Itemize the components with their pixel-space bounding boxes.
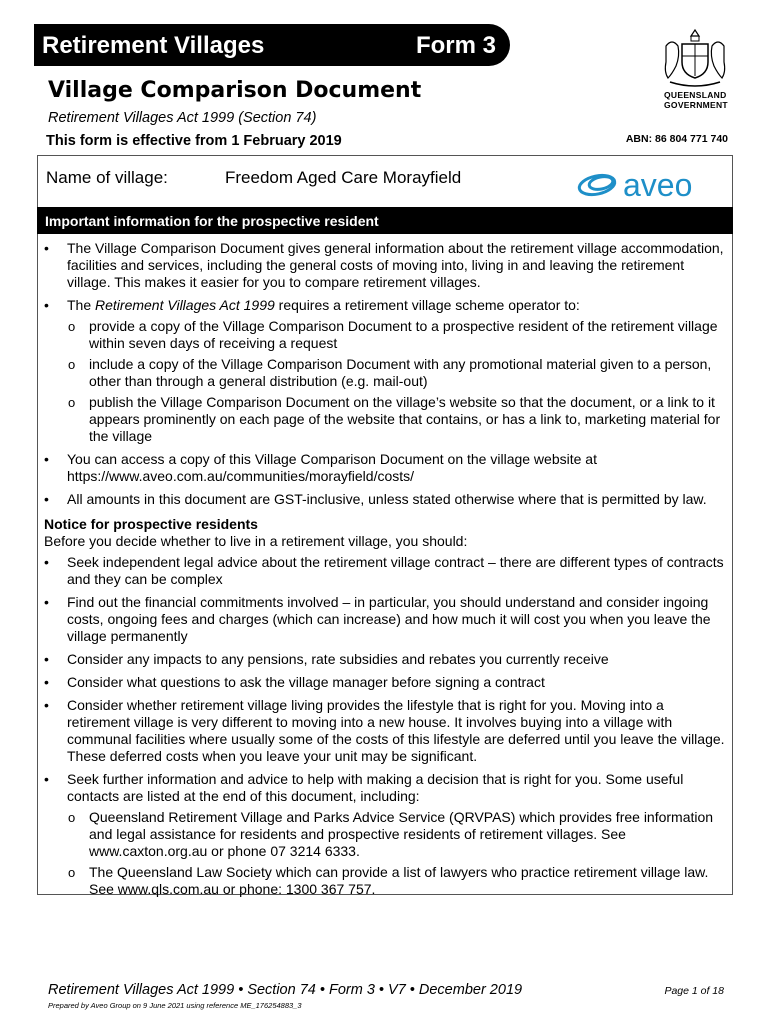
list-item: • Consider whether retirement village living provides the lifestyle that is right for you. Moving into a retirement village is very different to moving into a new house. It involves buying into a village with communal facilities where usually some of the costs of this lifestyle are deferred until you leave the village. These deferred costs when you leave your unit may be significant. xyxy=(44,697,726,765)
list-item: • Seek further information and advice to help with making a decision that is right for you. Some useful contacts are listed at the end of this document, including: o Queensland Retirement Village and Parks Advice Service (QRVPAS) which provides free information and legal assistance for residents and prospective residents of retirement villages. See www.caxton.org.au or phone 07 3214 6333. o The Queensland Law Society which can provide a list of lawyers who practice retirement village law. See www.qls.com.au or phone: 1300 367 757. xyxy=(44,771,726,898)
government-wordmark: QUEENSLAND GOVERNMENT xyxy=(664,90,728,110)
act-reference: Retirement Villages Act 1999 (Section 74) xyxy=(48,110,317,126)
form-banner xyxy=(34,24,510,66)
list-item: • The Retirement Villages Act 1999 requires a retirement village scheme operator to: o provide a copy of the Village Comparison Document to a prospective resident of the retirement village within seven days of receiving a request o include a copy of the Village Comparison Document with any promotional material given to a person, other than through a general distribution (e.g. mail-out) o publish the Village Comparison Document on the village’s website so that the document, or a link to it appears prominently on each page of the website that contains, or has a link to, marketing material for the village xyxy=(44,297,726,445)
village-name-value: Freedom Aged Care Morayfield xyxy=(225,168,462,187)
list-item: • Consider any impacts to any pensions, rate subsidies and rebates you currently receive xyxy=(44,651,726,668)
list-item: • You can access a copy of this Village Comparison Document on the village website at https://www.aveo.com.au/communities/morayfield/costs/ xyxy=(44,451,726,485)
list-item: o publish the Village Comparison Document on the village’s website so that the document, or a link to it appears prominently on each page of the website that contains, or has a link to, marketing material for the village xyxy=(67,394,726,445)
queensland-crest-icon xyxy=(660,26,730,90)
abn-number: ABN: 86 804 771 740 xyxy=(625,133,728,145)
list-item: o Queensland Retirement Village and Parks Advice Service (QRVPAS) which provides free information and legal assistance for residents and prospective residents of retirement villages. See www.caxton.org.au or phone 07 3214 6333. xyxy=(67,809,726,860)
list-item: • The Village Comparison Document gives general information about the retirement village accommodation, facilities and services, including the general costs of moving into, living in and leaving the retirement village. This makes it easier for you to compare retirement villages. xyxy=(44,240,726,291)
list-item: • Find out the financial commitments involved – in particular, you should understand and consider ingoing costs, ongoing fees and charges (which can increase) and how much it will cost you when you leave the village permanently xyxy=(44,594,726,645)
effective-date: This form is effective from 1 February 2019 xyxy=(46,133,342,149)
page-number: Page 1 of 18 xyxy=(664,985,724,997)
notice-heading: Notice for prospective residents xyxy=(44,516,258,532)
svg-text:aveo: aveo xyxy=(623,167,693,202)
village-name-label: Name of village: xyxy=(46,168,168,187)
list-item: • Consider what questions to ask the village manager before signing a contract xyxy=(44,674,726,691)
document-body xyxy=(44,240,726,904)
document-title: Village Comparison Document xyxy=(48,78,422,103)
important-info-list xyxy=(44,240,726,508)
operator-requirements-list xyxy=(67,318,726,445)
notice-list xyxy=(44,554,726,898)
list-item: o provide a copy of the Village Comparison Document to a prospective resident of the retirement village within seven days of receiving a request xyxy=(67,318,726,352)
list-item: o The Queensland Law Society which can provide a list of lawyers who practice retirement village law. See www.qls.com.au or phone: 1300 367 757. xyxy=(67,864,726,898)
footer-reference: Retirement Villages Act 1999 • Section 74 • Form 3 • V7 • December 2019 xyxy=(48,982,523,998)
prepared-by-note: Prepared by Aveo Group on 9 June 2021 using reference ME_176254883_3 xyxy=(48,1001,302,1010)
useful-contacts-list xyxy=(67,809,726,898)
notice-intro: Before you decide whether to live in a retirement village, you should: xyxy=(44,533,468,549)
aveo-logo xyxy=(575,166,720,202)
act-name: Retirement Villages Act 1999 xyxy=(95,297,275,313)
form-number: Form 3 xyxy=(415,32,496,59)
list-item: o include a copy of the Village Comparison Document with any promotional material given to a person, other than through a general distribution (e.g. mail-out) xyxy=(67,356,726,390)
list-item: • Seek independent legal advice about the retirement village contract – there are different types of contracts and they can be complex xyxy=(44,554,726,588)
list-item: • All amounts in this document are GST-inclusive, unless stated otherwise where that is permitted by law. xyxy=(44,491,726,508)
form-series-title: Retirement Villages xyxy=(42,32,265,59)
section-heading-important-info: Important information for the prospective resident xyxy=(37,207,733,234)
